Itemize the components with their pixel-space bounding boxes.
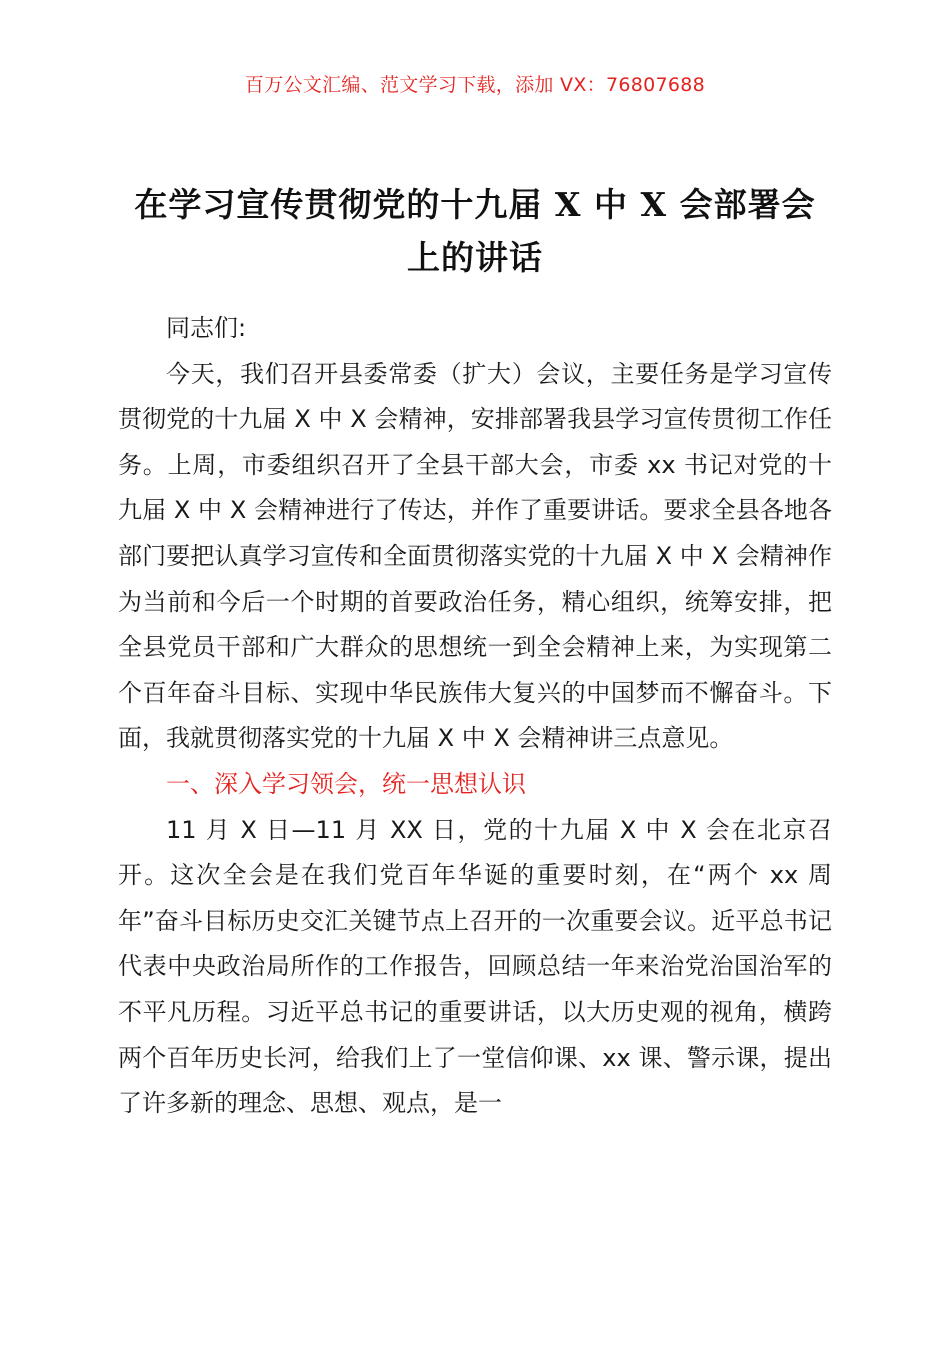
document-body xyxy=(118,306,832,1127)
page-title: 在学习宣传贯彻党的十九届 X 中 X 会部署会上的讲话 xyxy=(134,185,816,277)
salutation: 同志们: xyxy=(166,314,247,342)
body-paragraph: 今天，我们召开县委常委（扩大）会议，主要任务是学习宣传贯彻党的十九届 X 中 X 会精神，安排部署我县学习宣传贯彻工作任务。上周，市委组织召开了全县干部大会，市委 xx 书记对党的十九届 X 中 X 会精神进行了传达，并作了重要讲话。要求全县各地各部门要把认真学习宣传和全面贯彻落实党的十九届 X 中 X 会精神作为当前和今后一个时期的首要政治任务，精心组织，统筹安排，把全县党员干部和广大群众的思想统一到全会精神上来，为实现第二个百年奋斗目标、实现中华民族伟大复兴的中国梦而不懈奋斗。下面，我就贯彻落实党的十九届 X 中 X 会精神讲三点意见。 xyxy=(118,359,832,753)
section-heading: 一、深入学习领会，统一思想认识 xyxy=(166,769,526,798)
body-paragraph: 11 月 X 日—11 月 XX 日，党的十九届 X 中 X 会在北京召开。这次全会是在我们党百年华诞的重要时刻，在“两个 xx 周年”奋斗目标历史交汇关键节点上召开的一次重要会议。近平总书记代表中央政治局所作的工作报告，回顾总结一年来治党治国治军的不平凡历程。习近平总书记的重要讲话，以大历史观的视角，横跨两个百年历史长河，给我们上了一堂信仰课、xx 课、警示课，提出了许多新的理念、思想、观点，是一 xyxy=(118,815,832,1118)
header-note: 百万公文汇编、范文学习下载，添加 VX：76807688 xyxy=(244,74,706,96)
